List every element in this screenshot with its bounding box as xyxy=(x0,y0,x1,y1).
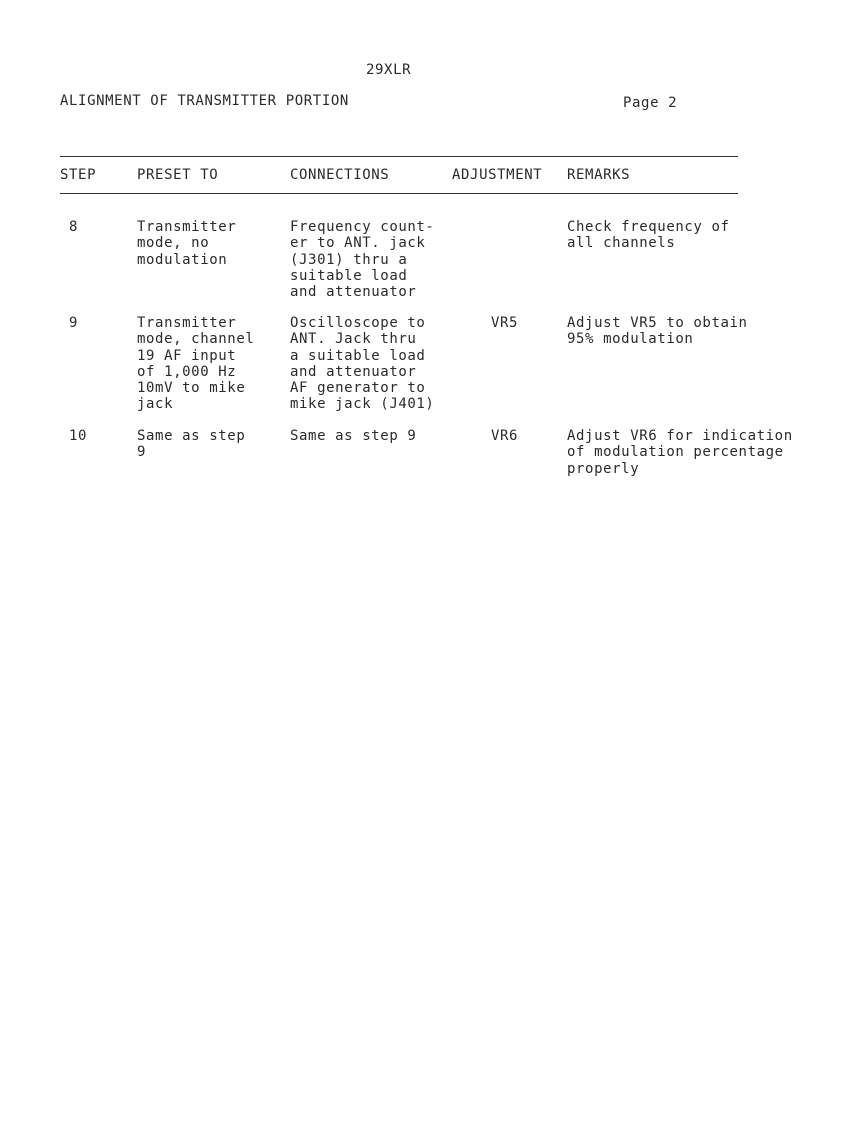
step-cell: 10 xyxy=(69,428,88,444)
model-number: 29XLR xyxy=(366,62,412,78)
remarks-cell: Adjust VR5 to obtain 95% modulation xyxy=(567,315,748,348)
column-header-connections: CONNECTIONS xyxy=(290,167,390,183)
table-header-rule xyxy=(60,193,738,194)
column-header-step: STEP xyxy=(60,167,97,183)
preset-cell: Same as step 9 xyxy=(137,428,246,461)
connections-cell: Same as step 9 xyxy=(290,428,417,444)
page-number: Page 2 xyxy=(623,95,678,111)
preset-cell: Transmitter mode, no modulation xyxy=(137,219,237,268)
table-top-rule xyxy=(60,156,738,157)
preset-cell: Transmitter mode, channel 19 AF input of 1,000 Hz 10mV to mike jack xyxy=(137,315,255,413)
step-cell: 8 xyxy=(69,219,79,235)
adjustment-cell: VR5 xyxy=(491,315,519,331)
column-header-adjustment: ADJUSTMENT xyxy=(452,167,543,183)
column-header-remarks: REMARKS xyxy=(567,167,631,183)
section-title: ALIGNMENT OF TRANSMITTER PORTION xyxy=(60,93,349,109)
connections-cell: Oscilloscope to ANT. Jack thru a suitable load and attenuator AF generator to mike jack (J401) xyxy=(290,315,435,413)
column-header-preset: PRESET TO xyxy=(137,167,219,183)
remarks-cell: Check frequency of all channels xyxy=(567,219,730,252)
adjustment-cell: VR6 xyxy=(491,428,519,444)
step-cell: 9 xyxy=(69,315,79,331)
connections-cell: Frequency count- er to ANT. jack (J301) thru a suitable load and attenuator xyxy=(290,219,435,301)
remarks-cell: Adjust VR6 for indication of modulation percentage properly xyxy=(567,428,793,477)
